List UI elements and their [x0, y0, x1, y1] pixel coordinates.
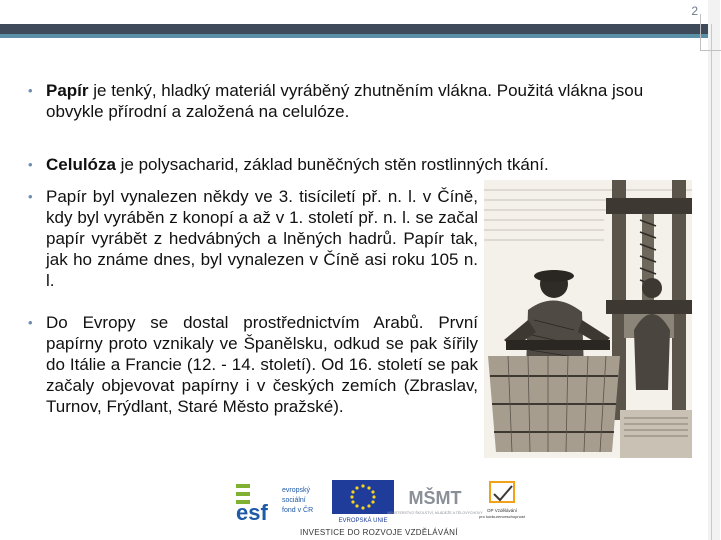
bullet-term: Celulóza [46, 155, 116, 174]
header-bar-dark [0, 24, 708, 34]
bullet-dot-icon: • [28, 315, 33, 330]
papermaker-woodcut-illustration [484, 180, 692, 458]
bullet-text: Do Evropy se dostal prostřednictvím Arabů. První papírny proto vznikaly ve Španělsku, odkud se pak šířily do Itálie a Francie (12. - 14. století). Od 16. století se pak začaly objevovat papírny i v českých zemích (Zbraslav, Turnov, Frýdlant, Staré Město pražské). [46, 313, 478, 416]
bullet-text: Papír byl vynalezen někdy ve 3. tisíciletí př. n. l. v Číně, kdy byl vyráběn z konopí a až v 1. století př. n. l. se začal papír vyrábět z hedvábných a lněných hadrů. Papír tak, jak ho známe dnes, byl vynalezen v Číně asi roku 105 n. l. [46, 187, 478, 290]
bullet-dot-icon: • [28, 83, 33, 98]
bullet-dot-icon: • [28, 157, 33, 172]
msmt-mark: MŠMT [408, 488, 462, 508]
esf-mark: esf [236, 500, 268, 525]
op-line-2: pro konkurenceschopnost [479, 514, 525, 519]
msmt-logo [387, 478, 483, 524]
op-line-1: OP Vzdělávání [487, 508, 517, 513]
esf-logo [234, 478, 326, 524]
slide-right-divider [711, 24, 712, 540]
slide-right-strip [708, 0, 720, 540]
bullet-dot-icon: • [28, 189, 33, 204]
bullet-text [28, 154, 668, 175]
funding-logos [234, 478, 525, 526]
msmt-caption: MINISTERSTVO ŠKOLSTVÍ, MLÁDEŽE A TĚLOVÝCHOVY [387, 511, 483, 515]
bullet-item-cellulose [28, 154, 668, 175]
bullet-item-paper [28, 80, 668, 122]
esf-line-2: sociální [282, 497, 306, 504]
bullet-description: je tenký, hladký materiál vyráběný zhutněním vlákna. Použitá vlákna jsou obvykle přírodní a založená na celulóze. [46, 81, 644, 121]
esf-line-3: fond v ČR [282, 507, 314, 514]
bullet-item-europe [28, 312, 478, 417]
slide-top-band [0, 0, 720, 26]
bullet-item-invention [28, 186, 478, 291]
header-bar-accent [0, 34, 708, 38]
bullet-term: Papír [46, 81, 89, 100]
page-number: 2 [691, 4, 698, 18]
esf-line-1: evropský [282, 487, 311, 494]
bullet-description: je polysacharid, základ buněčných stěn rostlinných tkání. [115, 155, 549, 174]
eu-flag-logo [332, 480, 394, 524]
op-vk-logo [480, 480, 524, 524]
corner-frame [700, 14, 721, 51]
eu-label: EVROPSKÁ UNIE [338, 518, 388, 524]
bullet-text [28, 80, 668, 122]
investice-slogan: INVESTICE DO ROZVOJE VZDĚLÁVÁNÍ [300, 528, 458, 537]
